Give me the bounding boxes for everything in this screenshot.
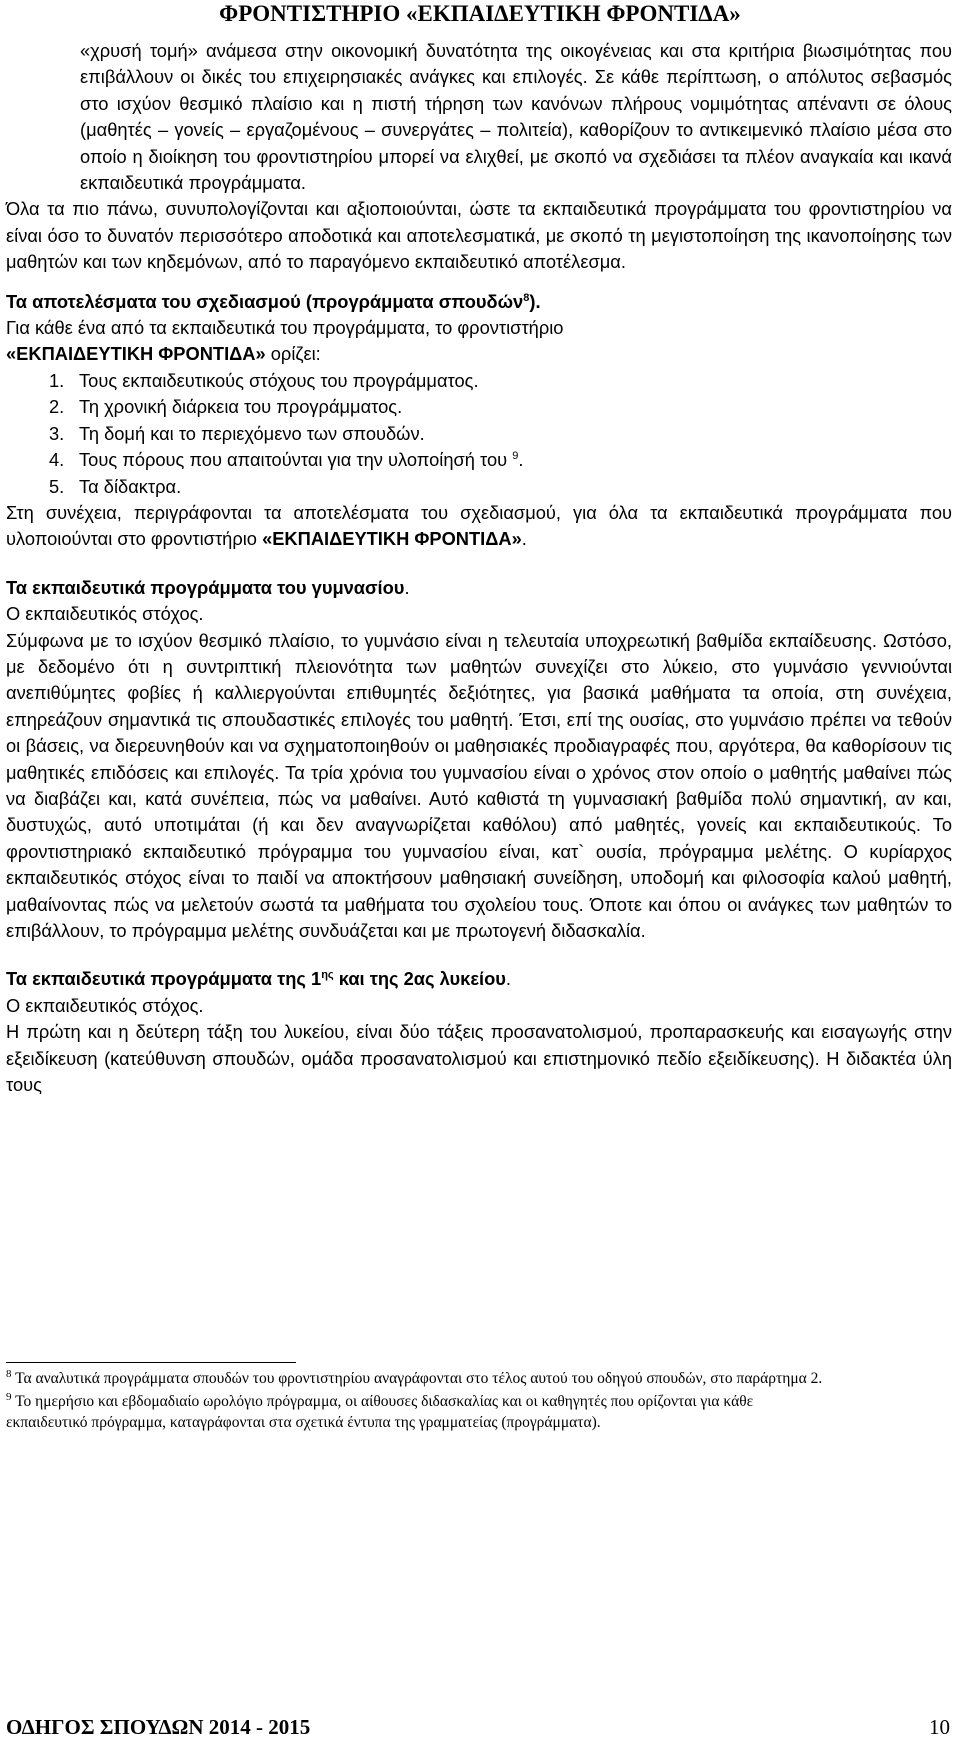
gymnasium-paragraph: Σύμφωνα με το ισχύον θεσμικό πλαίσιο, το γυμνάσιο είναι η τελευταία υποχρεωτική βαθμίδα εκπαίδευσης. Ωστόσο, με δεδομένο ότι η συντριπτική πλειονότητα των μαθητών συνεχίζει στο λύκειο, στο γυμνάσιο γεννιούνται ανεπιθύμητες φοβίες ή καλλιεργούνται επιθυμητές δεξιότητες, για βασικά μαθήματα τα οποία, στη συνέχεια, επηρεάζουν σημαντικά τις σπουδαστικές επιλογές του μαθητή. Έτσι, επί της ουσίας, στο γυμνάσιο πρέπει να τεθούν οι βάσεις, να διερευνηθούν και να σχηματοποιηθούν οι μαθησιακές προδιαγραφές που, αργότερα, θα καθορίσουν τις μαθητικές επιδόσεις και επιλογές. Τα τρία χρόνια του γυμνασίου είναι ο χρόνος στον οποίο ο μαθητής μαθαίνει πώς να διαβάζει και, κατά συνέπεια, πώς να μαθαίνει. Αυτό καθιστά τη γυμνασιακή βαθμίδα πολύ σημαντική, αν και, δυστυχώς, αυτό υποτιμάται (ή και δεν αναγνωρίζεται καθόλου) από μαθητές, γονείς και εκπαιδευτικούς. Το φροντιστηριακό εκπαιδευτικό πρόγραμμα του γυμνασίου είναι, κατ` ουσία, πρόγραμμα μελέτης. Ο κυρίαρχος εκπαιδευτικός στόχος είναι το παιδί να αποκτήσουν μαθησιακή συνείδηση, υποδομή και φιλοσοφία καλού μαθητή, μαθαίνοντας πώς να μελετούν σωστά τα μαθήματα του σχολείου τους. Όποτε και όπου οι ανάγκες των μαθητών το επιβάλλουν, το πρόγραμμα μελέτης συνδυάζεται και με πρωτογενή διδασκαλία. [6,629,952,941]
page-header: ΦΡΟΝΤΙΣΤΗΡΙΟ «ΕΚΠΑΙΔΕΥΤΙΚΗ ΦΡΟΝΤΙΔΑ» [0,0,960,30]
list-text: Τη χρονική διάρκεια του προγράμματος. [79,396,403,418]
list-text: Τους πόρους που απαιτούνται για την υλοποίησή του [79,449,508,471]
section-heading-lyceum [6,966,952,992]
heading-text: Τα εκπαιδευτικά προγράμματα της 1 [6,968,322,990]
heading-end: ). [529,290,541,312]
heading-superscript: ης [321,969,334,982]
footnote-number: 9 [6,1390,12,1403]
closing-end: . [521,528,527,550]
lyceum-subheading: Ο εκπαιδευτικός στόχος. [6,994,204,1016]
list-text: Τους εκπαιδευτικούς στόχους του προγράμματος. [79,369,479,391]
footer-title: ΟΔΗΓΟΣ ΣΠΟΥΔΩΝ 2014 - 2015 [6,1715,311,1739]
list-text: Τη δομή και το περιεχόμενο των σπουδών. [79,422,425,444]
footnote-text: Το ημερήσιο και εβδομαδιαίο ωρολόγιο πρόγραμμα, οι αίθουσες διδασκαλίας και οι καθηγητές που ορίζονται για κάθε εκπαιδευτικό πρόγραμμα, καταγράφονται στα σχετικά έντυπα της γραμματείας (προγράμματα). [6,1393,754,1431]
footnotes [6,1368,836,1435]
footnote-number: 8 [6,1367,12,1380]
section-heading-results [6,289,952,315]
intro-paragraph: «χρυσή τομή» ανάμεσα στην οικονομική δυνατότητα της οικογένειας και στα κριτήρια βιωσιμότητας που επιβάλλουν οι δικές του επιχειρησιακές ανάγκες και επιλογές. Σε κάθε περίπτωση, ο απόλυτος σεβασμός στο ισχύον θεσμικό πλαίσιο και η πιστή τήρηση των κανόνων πλήρους νομιμότητας απέναντι σε όλους (μαθητές – γονείς – εργαζομένους – συνεργάτες – πολιτεία), καθορίζουν το αντικειμενικό πλαίσιο μέσα στο οποίο η διοίκηση του φροντιστηρίου μπορεί να ελιχθεί, με σκοπό να σχεδιάσει τα πλέον αναγκαία και ικανά εκπαιδευτικά προγράμματα. [80,40,952,194]
list-item [49,447,952,473]
document-body [6,38,952,1098]
footnote [6,1391,836,1433]
footnote-ref: 8 [523,291,530,304]
heading-end: . [404,576,410,598]
list-number: 2. [49,396,65,418]
lead-text: Για κάθε ένα από τα εκπαιδευτικά του προγράμματα, το φροντιστήριο [6,317,564,339]
list-item [49,368,952,394]
footnote [6,1368,836,1389]
list-item [49,394,952,420]
lyceum-paragraph: Η πρώτη και η δεύτερη τάξη του λυκείου, είναι δύο τάξεις προσανατολισμού, προπαρασκευής και εισαγωγής στην εξειδίκευση (κατεύθυνση σπουδών, ομάδα προσανατολισμού και επιστημονικό πεδίο εξειδίκευσης). Η διδακτέα ύλη τους [6,1021,952,1096]
list-item [49,421,952,447]
summary-paragraph: Όλα τα πιο πάνω, συνυπολογίζονται και αξιοποιούνται, ώστε τα εκπαιδευτικά προγράμματα του φροντιστηρίου να είναι όσο το δυνατόν περισσότερο αποδοτικά και αποτελεσματικά, με σκοπό τη μεγιστοποίηση της ικανοποίησης των μαθητών και των κηδεμόνων, από το παραγόμενο εκπαιδευτικό αποτέλεσμα. [6,198,952,273]
heading-end: . [505,968,512,990]
brand-name: «ΕΚΠΑΙΔΕΥΤΙΚΗ ΦΡΟΝΤΙΔΑ» [262,528,522,550]
page-number: 10 [929,1715,950,1739]
gymnasium-subheading: Ο εκπαιδευτικός στόχος. [6,603,204,625]
list-text: Τα δίδακτρα. [79,475,182,497]
results-list [6,368,952,500]
lead-end: ορίζει: [265,343,321,365]
closing-text: Στη συνέχεια, περιγράφονται τα αποτελέσματα του σχεδιασμού, για όλα τα εκπαιδευτικά προγράμματα που υλοποιούνται στο φροντιστήριο [6,501,952,550]
list-text-end: . [518,449,524,471]
page-footer [6,1707,950,1747]
heading-text: Τα αποτελέσματα του σχεδιασμού (προγράμματα σπουδών [6,290,524,312]
section-heading-gymnasium [6,575,952,601]
footnote-ref: 9 [512,450,519,462]
list-number: 1. [49,369,65,391]
list-number: 3. [49,422,65,444]
results-closing [6,500,952,553]
heading-text: Τα εκπαιδευτικά προγράμματα του γυμνασίου [6,576,405,598]
brand-name: «ΕΚΠΑΙΔΕΥΤΙΚΗ ΦΡΟΝΤΙΔΑ» [6,343,266,365]
footnote-separator [6,1362,296,1363]
list-item [49,474,952,500]
heading-text-end: και της 2ας λυκείου [333,968,506,990]
list-number: 5. [49,475,65,497]
footnote-text: Τα αναλυτικά προγράμματα σπουδών του φροντιστηρίου αναγράφονται στο τέλος αυτού του οδηγού σπουδών, στο παράρτημα 2. [15,1370,823,1387]
list-number: 4. [49,449,65,471]
results-lead [6,315,952,368]
